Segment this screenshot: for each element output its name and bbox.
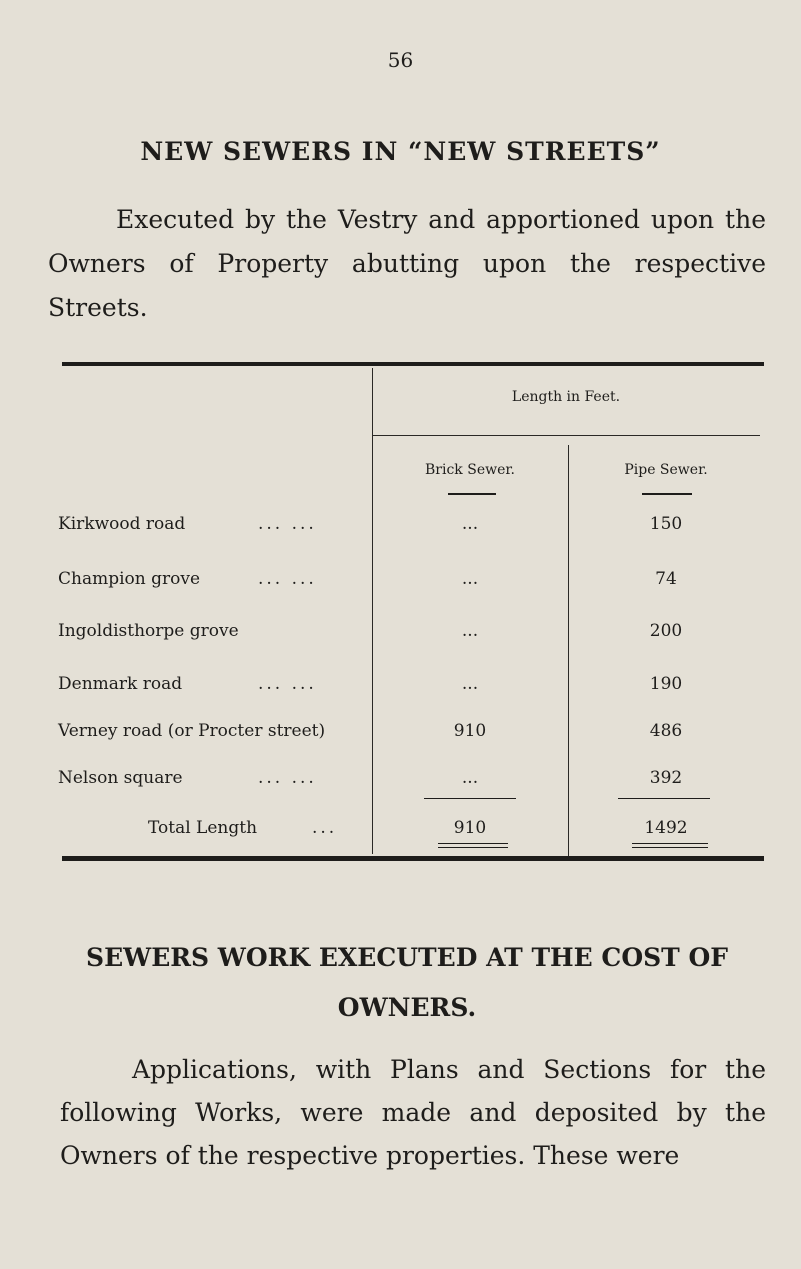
double-underline <box>438 843 508 848</box>
brick-value: ... <box>461 514 479 534</box>
intro-paragraph: Executed by the Vestry and apportioned upon the Owners of Property abutting upon the respective Streets. <box>48 205 766 322</box>
header-underline <box>642 493 692 495</box>
table-row <box>0 621 801 647</box>
brick-value: ... <box>461 768 479 788</box>
pipe-value: 150 <box>649 514 683 534</box>
brick-sewer-header: Brick Sewer. <box>425 462 515 478</box>
total-row <box>0 818 801 844</box>
pipe-total: 1492 <box>644 818 688 838</box>
pipe-value: 392 <box>649 768 683 788</box>
pipe-value: 190 <box>649 674 683 694</box>
street-name: Ingoldisthorpe grove <box>58 621 239 641</box>
street-name: Denmark road <box>58 674 183 694</box>
pipe-value: 486 <box>649 721 683 741</box>
pipe-value: 200 <box>649 621 683 641</box>
sum-line <box>618 798 710 799</box>
table-row <box>0 569 801 595</box>
header-divider <box>372 435 760 436</box>
brick-value: ... <box>461 621 479 641</box>
table-row <box>0 674 801 700</box>
street-name: Nelson square <box>58 768 183 788</box>
column-divider <box>568 445 569 856</box>
leader-dots: ... <box>312 818 338 838</box>
double-underline <box>632 843 708 848</box>
table-bottom-rule <box>62 856 764 861</box>
street-name: Verney road (or Procter street) <box>58 721 326 741</box>
leader-dots: ... ... <box>258 768 317 788</box>
street-name: Champion grove <box>58 569 201 589</box>
header-underline <box>448 493 496 495</box>
sum-line <box>424 798 516 799</box>
section-heading: NEW SEWERS IN “NEW STREETS” <box>140 137 661 166</box>
total-label: Total Length <box>148 818 258 838</box>
leader-dots: ... ... <box>258 514 317 534</box>
page-number: 56 <box>387 48 414 72</box>
brick-total: 910 <box>453 818 487 838</box>
brick-value: ... <box>461 674 479 694</box>
street-name: Kirkwood road <box>58 514 186 534</box>
section-heading-2: SEWERS WORK EXECUTED AT THE COST OF OWNERS. <box>86 943 728 1022</box>
table-row <box>0 721 801 747</box>
table-row <box>0 768 801 794</box>
leader-dots: ... ... <box>258 674 317 694</box>
body-paragraph: Applications, with Plans and Sections for the following Works, were made and deposited by the Owners of the respective properties. These were <box>60 1055 766 1170</box>
table-top-rule <box>62 362 764 366</box>
brick-value: 910 <box>453 721 487 741</box>
leader-dots: ... ... <box>258 569 317 589</box>
brick-value: ... <box>461 569 479 589</box>
length-group-header: Length in Feet. <box>511 389 621 405</box>
table-row <box>0 514 801 540</box>
pipe-sewer-header: Pipe Sewer. <box>624 462 708 478</box>
pipe-value: 74 <box>655 569 677 589</box>
